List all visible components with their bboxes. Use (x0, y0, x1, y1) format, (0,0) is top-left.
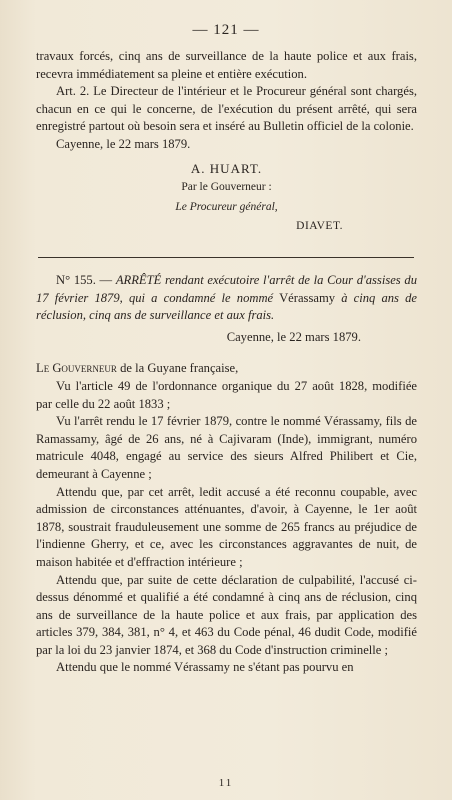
signatory: A. HUART. (190, 160, 263, 176)
decree-title-name: Vérassamy (279, 290, 336, 305)
paragraph-continuation: travaux forcés, cinq ans de surveillance de la haute police et aux frais, recevra immédiatement sa pleine et entière exécution. (36, 49, 417, 81)
page-number: — 121 — (192, 22, 260, 38)
opening-rest: de la Guyane française, (120, 361, 239, 376)
decree-number: N° 155. — (56, 273, 113, 287)
article-2: Art. 2. Le Directeur de l'intérieur et le Procureur général sont chargés, chacun en ce qui le concerne, de l'exécution du présent arrêté, qui sera enregistré partout où besoin sera et inséré au Bulletin officiel de la colonie. (36, 84, 417, 134)
decree-title (36, 272, 417, 325)
signature-mark: 11 (218, 777, 234, 789)
decree-end-section (36, 48, 417, 236)
attendu-condamne: Attendu que, par suite de cette déclaration de culpabilité, l'accusé ci-dessus dénommé et qualifié a été condamné à cinq ans de réclusion, cinq ans de surveillance de la haute police et aux frais, par application des articles 379, 384, 381, n° 4, et 463 du Code pénal, 46 dudit Code, modifié par la loi du 23 janvier 1874, et 368 du Code d'instruction criminelle ; (36, 572, 417, 657)
procureur-title: Le Procureur général, (175, 200, 278, 213)
opening-line (36, 360, 417, 378)
decree-title-italic: ARRÊTÉ rendant exécutoire l'arrêt de la Cour d'assises du 17 février 1879, qui a condamné le nommé (36, 273, 417, 305)
vu-arret: Vu l'arrêt rendu le 17 février 1879, contre le nommé Vérassamy, fils de Ramassamy, âgé de 26 ans, né à Cajivaram (Inde), immigrant, numéro matricule 4048, engagé au service des sieurs Alfred Philibert et Cie, demeurant à Cayenne ; (36, 414, 417, 481)
opening-governor: Le Gouverneur (36, 361, 117, 376)
section-divider (38, 257, 414, 258)
decree-155-date: Cayenne, le 22 mars 1879. (226, 329, 361, 344)
attendu-coupable: Attendu que, par cet arrêt, ledit accusé a été reconnu coupable, avec admission de circonstances atténuantes, d'avoir, à Cayenne, le 1er août 1878, soustrait frauduleusement une somme de 265 francs au préjudice de l'indienne Gherry, et ce, avec les circonstances aggravantes de nuit, de maison habitée et d'effraction intérieure ; (36, 484, 417, 569)
decree-title-end: à cinq ans de réclusion, cinq ans de surveillance et aux frais. (36, 290, 417, 323)
attendu-pourvoi: Attendu que le nommé Vérassamy ne s'étant pas pourvu en (56, 660, 354, 675)
vu-article: Vu l'article 49 de l'ordonnance organique du 27 août 1828, modifiée par celle du 22 août 1833 ; (36, 378, 417, 411)
by-governor: Par le Gouverneur : (181, 181, 272, 194)
decree-155-section (36, 272, 417, 677)
decree-date: Cayenne, le 22 mars 1879. (56, 136, 191, 151)
procureur-name: DIAVET. (296, 220, 343, 233)
